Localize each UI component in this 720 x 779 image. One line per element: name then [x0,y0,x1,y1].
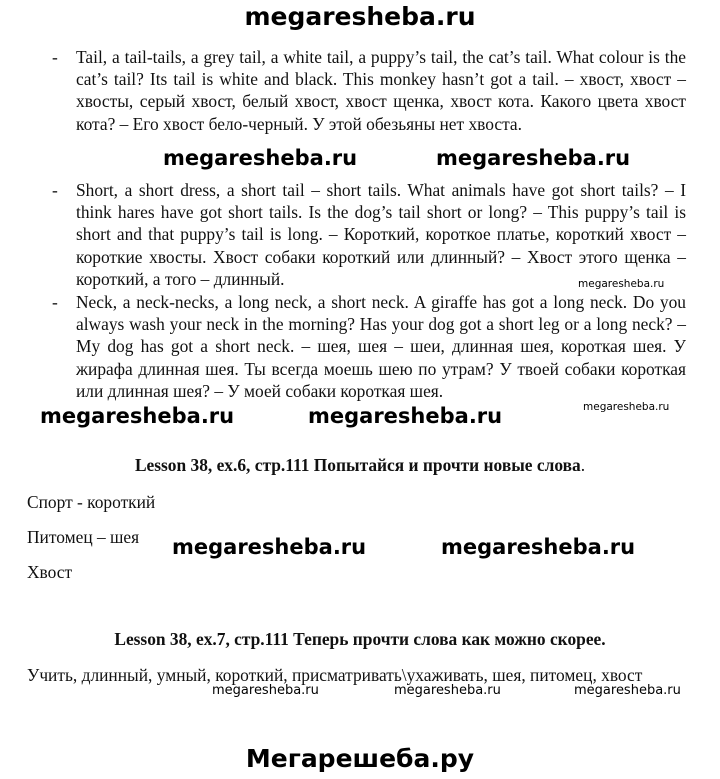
watermark: megaresheba.ru [441,535,636,559]
watermark: megaresheba.ru [40,404,235,428]
watermark-small: megaresheba.ru [394,683,501,698]
bullet-text-tail: Tail, a tail-tails, a grey tail, a white tail, a puppy’s tail, the cat’s tail. What colour is the cat’s tail? Its tail is white and black. This monkey hasn’t got a tail. – хвост, хвост – хвосты, серый хвост, белый хвост, хвост щенка, хвост кота. Какого цвета хвост кота? – Его хвост бело-черный. У этой обезьяны нет хвоста. [76,47,686,134]
watermark: megaresheba.ru [436,146,631,170]
watermark-small: megaresheba.ru [578,278,665,290]
lesson-heading-ex7: Lesson 38, ex.7, стр.111 Теперь прочти слова как можно скорее. [114,629,606,649]
bullet-dash: - [52,292,58,312]
bullet-dash: - [52,180,58,200]
lesson-heading-ex6-text: Lesson 38, ex.6, стр.111 Попытайся и прочти новые слова [134,455,581,475]
word-line: Хвост [27,562,73,582]
heading-period: . [580,455,586,475]
bullet-dash: - [52,47,58,67]
lesson-heading-ex6 [0,455,720,476]
word-pair-line: Спорт - короткий [27,492,156,512]
site-title-top: megaresheba.ru [244,2,476,31]
watermark-small: megaresheba.ru [574,683,681,698]
bullet-text-short: Short, a short dress, a short tail – short tails. What animals have got short tails? – I think hares have got short tails. Is the dog’s tail short or long? – This puppy’s tail is short and that puppy’s tail is long. – Короткий, короткое платье, короткий хвост – короткие хвосты. Хвост собаки короткий или длинный? – Хвост этого щенка – короткий, а того – длинный. [76,180,686,289]
watermark: megaresheba.ru [163,146,358,170]
watermark-small: megaresheba.ru [583,401,670,413]
bullet-text-neck: Neck, a neck-necks, a long neck, a short neck. A giraffe has got a long neck. Do you always wash your neck in the morning? Has your dog got a short leg or a long neck? – My dog has got a short neck. – шея, шея – шеи, длинная шея, короткая шея. У жирафа длинная шея. Ты всегда моешь шею по утрам? У твоей собаки короткая или длинная шея? – У моей собаки короткая шея. [76,292,686,401]
watermark-small: megaresheba.ru [212,683,319,698]
watermark: megaresheba.ru [172,535,367,559]
word-pair-line: Питомец – шея [27,527,140,547]
watermark: megaresheba.ru [308,404,503,428]
site-title-bottom: Мегарешеба.ру [245,744,475,773]
lesson7-word-list: Учить, длинный, умный, короткий, присматривать\ухаживать, шея, питомец, хвост [27,665,643,685]
